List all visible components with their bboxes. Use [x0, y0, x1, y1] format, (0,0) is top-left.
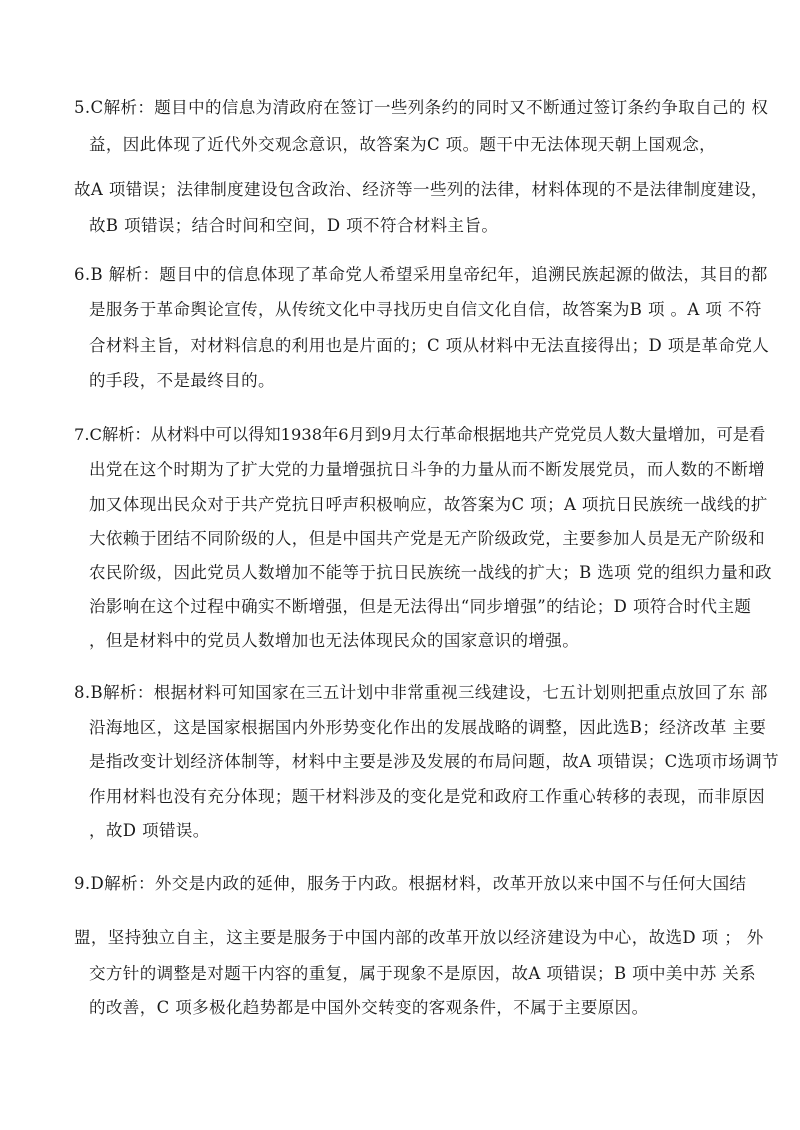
q8-line-5: ，故D 项错误。 [89, 821, 210, 840]
q8-line-4: 作用材料也没有充分体现；题干材料涉及的变化是党和政府工作重心转移的表现，而非原因 [89, 787, 765, 806]
q9-line-3: 交方针的调整是对题干内容的重复，属于现象不是原因，故A 项错误；B 项中美中苏 关系 [89, 964, 757, 983]
q7-line-6: 治影响在这个过程中确实不断增强，但是无法得出“同步增强”的结论；D 项符合时代主题 [89, 597, 752, 616]
q7-line-1: 7.C解析：从材料中可以得知1938年6月到9月太行革命根据地共产党党员人数大量增加，可是看 [74, 425, 766, 444]
q5-line-4: 故B 项错误；结合时间和空间，D 项不符合材料主旨。 [89, 216, 499, 235]
q6-line-2: 是服务于革命舆论宣传，从传统文化中寻找历史自信文化自信，故答案为B 项 。A 项 不符 [89, 300, 762, 319]
q8-line-1: 8.B解析：根据材料可知国家在三五计划中非常重视三线建设，七五计划则把重点放回了东 部 [74, 683, 768, 702]
q8-line-3: 是指改变计划经济体制等，材料中主要是涉及发展的布局问题，故A 项错误；C选项市场调节 [89, 752, 780, 771]
q7-line-3: 加又体现出民众对于共产党抗日呼声积极响应，故答案为C 项；A 项抗日民族统一战线的扩 [89, 495, 768, 514]
q9-line-4: 的改善，C 项多极化趋势都是中国外交转变的客观条件，不属于主要原因。 [89, 998, 649, 1017]
q6-line-3: 合材料主旨，对材料信息的利用也是片面的；C 项从材料中无法直接得出；D 项是革命党人 [89, 336, 770, 355]
q6-line-1: 6.B 解析：题目中的信息体现了革命党人希望采用皇帝纪年，追溯民族起源的做法，其目的都 [74, 265, 768, 284]
q9-line-2: 盟，坚持独立自主，这主要是服务于中国内部的改革开放以经济建设为中心，故选D 项 ； 外 [74, 928, 764, 947]
q9-line-1: 9.D解析：外交是内政的延伸，服务于内政。根据材料，改革开放以来中国不与任何大国结 [74, 874, 747, 893]
q5-line-1: 5.C解析：题目中的信息为清政府在签订一些列条约的同时又不断通过签订条约争取自己的 权 [74, 98, 769, 117]
q7-line-2: 出党在这个时期为了扩大党的力量增强抗日斗争的力量从而不断发展党员，而人数的不断增 [89, 460, 765, 479]
q5-line-3: 故A 项错误；法律制度建设包含政治、经济等一些列的法律，材料体现的不是法律制度建设， [74, 180, 768, 199]
q5-line-2: 益，因此体现了近代外交观念意识，故答案为C 项。题干中无法体现天朝上国观念， [89, 135, 717, 154]
q7-line-5: 农民阶级，因此党员人数增加不能等于抗日民族统一战线的扩大；B 选项 党的组织力量和政 [89, 563, 772, 582]
q7-line-7: ，但是材料中的党员人数增加也无法体现民众的国家意识的增强。 [89, 631, 580, 650]
q7-line-4: 大依赖于团结不同阶级的人，但是中国共产党是无产阶级政党，主要参加人员是无产阶级和 [89, 529, 765, 548]
q8-line-2: 沿海地区，这是国家根据国内外形势变化作出的发展战略的调整，因此选B；经济改革 主要 [89, 718, 767, 737]
q6-line-4: 的手段，不是最终目的。 [89, 371, 275, 390]
